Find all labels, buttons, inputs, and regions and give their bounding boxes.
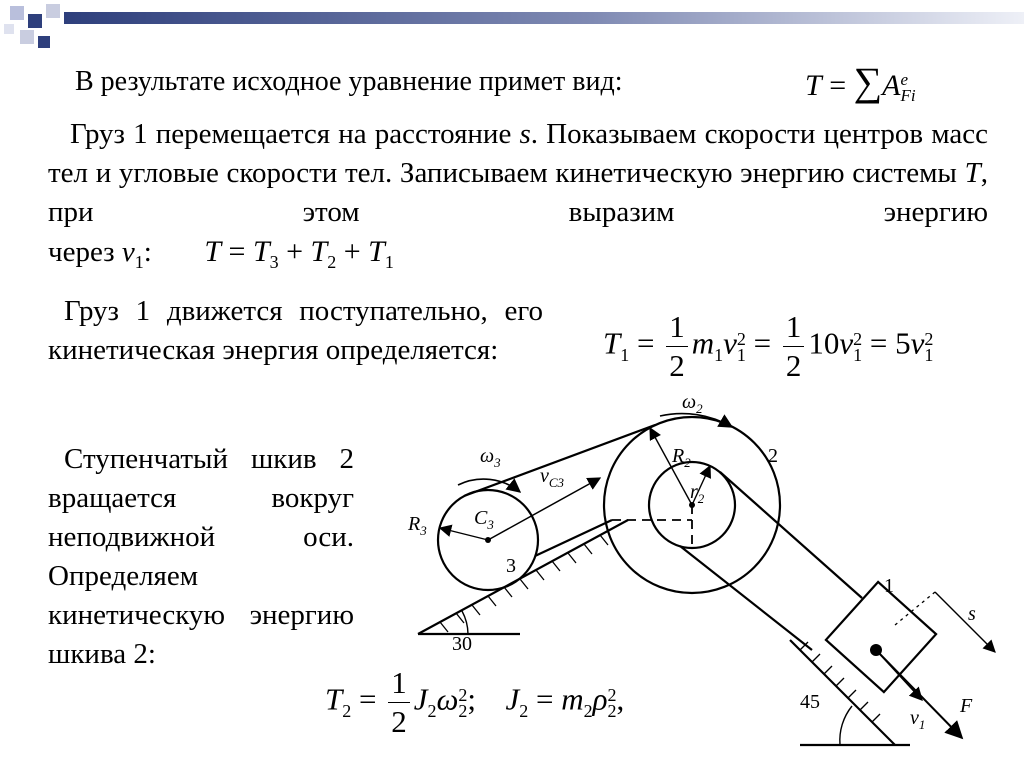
paragraph-load-motion	[48, 115, 988, 282]
center-load-1	[870, 644, 882, 656]
deco-square	[20, 30, 34, 44]
label-body-3: 3	[506, 555, 516, 577]
intro-line: В результате исходное уравнение примет вид:	[75, 66, 623, 97]
formula-T1: $T_1$ = $\frac{1}{2}$ $m_1v$ 2 1 = $\frac{1}{2}$ 10v 2 1 = 5v 2 1	[603, 309, 934, 383]
deco-square	[28, 14, 42, 28]
label-C3: $C_3$	[474, 507, 494, 532]
label-vC3: $v_{C3}$	[540, 465, 565, 490]
top-decoration-bar	[0, 0, 1024, 58]
label-R3: $R_3$	[408, 513, 427, 538]
mechanism-diagram	[400, 382, 1024, 767]
radius-R3	[440, 528, 488, 540]
vC3-arrow	[488, 478, 600, 540]
label-F: F	[960, 695, 973, 717]
cable-lower	[680, 546, 812, 650]
label-v1: $v_1$	[910, 707, 926, 732]
deco-square	[4, 24, 14, 34]
formula-T2: $T_2$ = $\frac{1}{2}$ $J_2\omega$ 2 2 ; $J_2 = m_2\rho$ 2 2 ,	[325, 665, 625, 739]
label-r2: $r_2$	[690, 481, 705, 506]
deco-square	[46, 4, 60, 18]
paragraph-pulley-rotation: Ступенчатый шкив 2 вращается вокруг неподвижной оси. Определяем кинетическую энергию шкива 2:	[48, 443, 354, 670]
label-angle-30: 30	[452, 633, 472, 655]
s-arrow	[935, 592, 995, 652]
angle-45-arc	[840, 706, 852, 745]
label-s: s	[968, 603, 976, 625]
deco-square	[38, 36, 50, 48]
paragraph-load-motion-body: Груз 1 перемещается на расстояние s. Показываем скорости центров масс тел и угловые скорости тел. Записываем кинетическую энергию системы T, при этом выразим энергию	[48, 118, 988, 228]
paragraph-load-motion-last-line: через $v_1$: $T = T_3 + T_2 + T_1$	[48, 235, 394, 272]
deco-square	[10, 6, 24, 20]
label-omega2: $\omega_2$	[682, 391, 703, 416]
label-angle-45: 45	[800, 691, 820, 713]
s-dotted-line	[895, 592, 935, 625]
load-1-block	[826, 582, 936, 692]
paragraph-load-translation: Груз 1 движется поступательно, его кинетическая энергия определяется:	[48, 295, 543, 366]
kinetic-energy-sum-formula: $T = T_3 + T_2 + T_1$	[204, 235, 394, 272]
label-body-2: 2	[768, 445, 778, 467]
label-R2: $R_2$	[672, 445, 691, 470]
main-equation: T = ∑A e Fi	[805, 59, 916, 106]
label-omega3: $\omega_3$	[480, 445, 501, 470]
top-bar-gradient	[64, 12, 1024, 24]
center-C3	[485, 537, 491, 543]
label-body-1: 1	[884, 575, 894, 597]
